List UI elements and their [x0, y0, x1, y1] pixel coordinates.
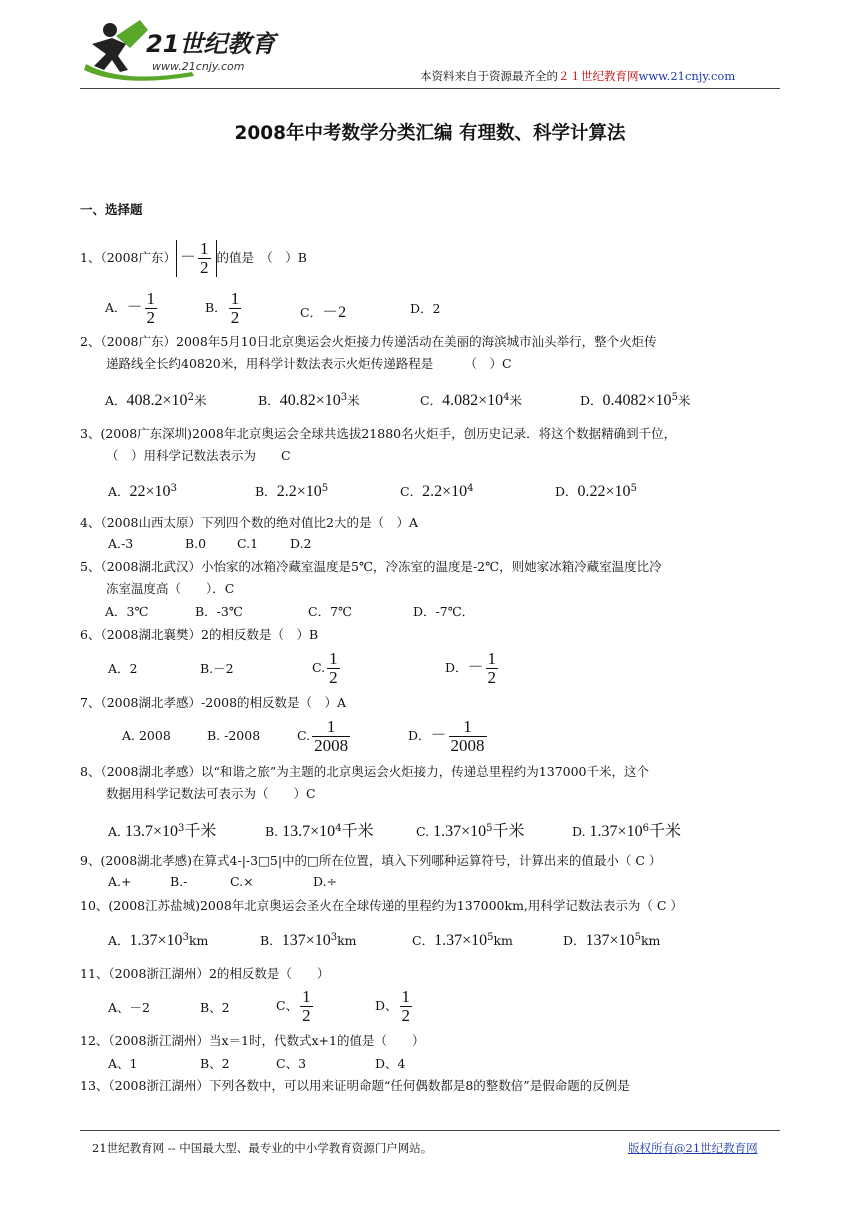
- q9-option-b[interactable]: B.-: [170, 874, 188, 889]
- q8-option-a[interactable]: A. $13.7\times 10^3$千米: [108, 822, 217, 840]
- q11-option-a[interactable]: A、－2: [108, 1000, 150, 1015]
- question-7: 7、（2008湖北孝感）-2008的相反数是（ ）A: [80, 695, 347, 710]
- question-12: 12、（2008浙江湖州）当x＝1时，代数式x+1的值是（ ）: [80, 1033, 425, 1048]
- q5-option-d[interactable]: D．-7℃．: [413, 604, 475, 619]
- q7-option-a[interactable]: A. 2008: [122, 728, 171, 743]
- question-8: 8、（2008湖北孝感）以“和谐之旅”为主题的北京奥运会火炬接力，传递总里程约为137000千米，这个 数据用科学记数法可表示为（ ）C: [80, 764, 650, 801]
- footer-text: 21世纪教育网 -- 中国最大型、最专业的中小学教育资源门户网站。: [92, 1141, 433, 1155]
- q4-option-d[interactable]: D.2: [290, 536, 312, 551]
- q1-option-b[interactable]: B． $\frac{1}{2}$: [205, 289, 240, 327]
- question-1: 1、（2008广东） － $\frac{1}{2}$ 的值是 （ ）B: [80, 239, 307, 277]
- question-2: 2、（2008广东）2008年5月10日北京奥运会火炬接力传递活动在美丽的海滨城市汕头举行，整个火炬传 递路线全长约40820米，用科学计数法表示火炬传递路程是 （ ）C: [80, 334, 657, 371]
- q12-option-a[interactable]: A、1: [108, 1056, 138, 1071]
- q6-option-a[interactable]: A．2: [108, 661, 138, 676]
- q1-option-d[interactable]: D．2: [410, 301, 441, 316]
- logo-url: www.21cnjy.com: [152, 60, 245, 73]
- q8-option-c[interactable]: C. $1.37\times 10^5$千米: [416, 822, 525, 840]
- q4-option-c[interactable]: C.1: [237, 536, 259, 551]
- q4-option-b[interactable]: B.0: [185, 536, 207, 551]
- q1-option-c[interactable]: C．－2: [300, 304, 347, 321]
- q3-option-a[interactable]: A．$22\times 10^3$: [108, 482, 177, 500]
- footer-divider: [80, 1130, 780, 1131]
- section-heading: 一、选择题: [80, 202, 143, 217]
- copyright-link[interactable]: 版权所有@21世纪教育网: [628, 1141, 758, 1155]
- q10-option-c[interactable]: C．$1.37\times 10^5km$: [412, 931, 513, 949]
- q12-option-c[interactable]: C、3: [276, 1056, 307, 1071]
- q7-option-d[interactable]: D．－ $\frac{1}{2008}$: [408, 717, 485, 755]
- q7-option-b[interactable]: B. -2008: [207, 728, 261, 743]
- q2-option-c[interactable]: C．$4.082\times 10^4$米: [420, 391, 522, 409]
- runner-logo-icon: [82, 14, 282, 84]
- q2-option-a[interactable]: A．$408.2\times 10^2$米: [105, 391, 207, 409]
- q2-option-d[interactable]: D．$0.4082\times 10^5$米: [580, 391, 691, 409]
- q11-option-c[interactable]: C、 $\frac{1}{2}$: [276, 987, 311, 1025]
- q7-option-c[interactable]: C. $\frac{1}{2008}$: [297, 717, 349, 755]
- absolute-value-expression: － $\frac{1}{2}$: [176, 240, 217, 277]
- q5-option-b[interactable]: B．-3℃: [195, 604, 243, 619]
- q12-option-d[interactable]: D、4: [375, 1056, 406, 1071]
- q9-option-a[interactable]: A.+: [108, 874, 132, 889]
- q11-option-b[interactable]: B、2: [200, 1000, 230, 1015]
- q2-option-b[interactable]: B．$40.82\times 10^3$米: [258, 391, 360, 409]
- q10-option-a[interactable]: A．$1.37\times 10^3km$: [108, 931, 209, 949]
- q11-option-d[interactable]: D、 $\frac{1}{2}$: [375, 987, 411, 1025]
- q10-option-d[interactable]: D．$137\times 10^5km$: [563, 931, 661, 949]
- source-url-link[interactable]: www.21cnjy.com: [638, 69, 736, 83]
- q1-option-a[interactable]: A．－ $\frac{1}{2}$: [105, 289, 156, 327]
- question-13: 13、（2008浙江湖州）下列各数中，可以用来证明命题“任何偶数都是8的整数倍”是假命题的反例是: [80, 1078, 630, 1093]
- q3-option-c[interactable]: C．$2.2\times 10^4$: [400, 482, 474, 500]
- question-9: 9、(2008湖北孝感)在算式4-|-3□5|中的□所在位置，填入下列哪种运算符号，计算出来的值最小（ C ）: [80, 853, 662, 868]
- header-divider: [80, 88, 780, 89]
- q5-option-a[interactable]: A．3℃: [105, 604, 149, 619]
- q8-option-d[interactable]: D. $1.37\times 10^6$千米: [572, 822, 681, 840]
- question-10: 10、(2008江苏盐城)2008年北京奥运会圣火在全球传递的里程约为137000km,用科学记数法表示为（ C ）: [80, 898, 683, 913]
- site-logo: [82, 14, 282, 84]
- question-11: 11、（2008浙江湖州）2的相反数是（ ）: [80, 966, 330, 981]
- q8-option-b[interactable]: B. $13.7\times 10^4$千米: [265, 822, 374, 840]
- q5-option-c[interactable]: C．7℃: [308, 604, 353, 619]
- q3-option-b[interactable]: B．$2.2\times 10^5$: [255, 482, 329, 500]
- q12-option-b[interactable]: B、2: [200, 1056, 230, 1071]
- q9-option-c[interactable]: C.×: [230, 874, 254, 889]
- question-6: 6、（2008湖北襄樊）2的相反数是（ ）B: [80, 627, 319, 642]
- q6-option-b[interactable]: B.－2: [200, 661, 234, 676]
- q6-option-d[interactable]: D．－ $\frac{1}{2}$: [445, 649, 497, 687]
- q3-option-d[interactable]: D．$0.22\times 10^5$: [555, 482, 637, 500]
- q6-option-c[interactable]: C. $\frac{1}{2}$: [312, 649, 338, 687]
- page-title: 2008年中考数学分类汇编 有理数、科学计算法: [234, 123, 626, 144]
- source-site: ２１世纪教育网: [558, 69, 639, 83]
- q4-option-a[interactable]: A.-3: [108, 536, 134, 551]
- question-3: 3、(2008广东深圳)2008年北京奥运会全球共选拔21880名火炬手，创历史记录．将这个数据精确到千位， （ ）用科学记数法表示为 C: [80, 426, 677, 463]
- question-4: 4、（2008山西太原）下列四个数的绝对值比2大的是（ ）A: [80, 515, 418, 530]
- q10-option-b[interactable]: B．$137\times 10^3km$: [260, 931, 357, 949]
- question-5: 5、（2008湖北武汉）小怡家的冰箱冷藏室温度是5℃，冷冻室的温度是-2℃，则她家冰箱冷藏室温度比冷 冻室温度高（ ）．C: [80, 559, 662, 596]
- q9-option-d[interactable]: D.÷: [313, 874, 338, 889]
- logo-text: 21世纪教育: [146, 30, 276, 58]
- source-note: 本资料来自于资源最齐全的２１世纪教育网www.21cnjy.com: [420, 69, 736, 83]
